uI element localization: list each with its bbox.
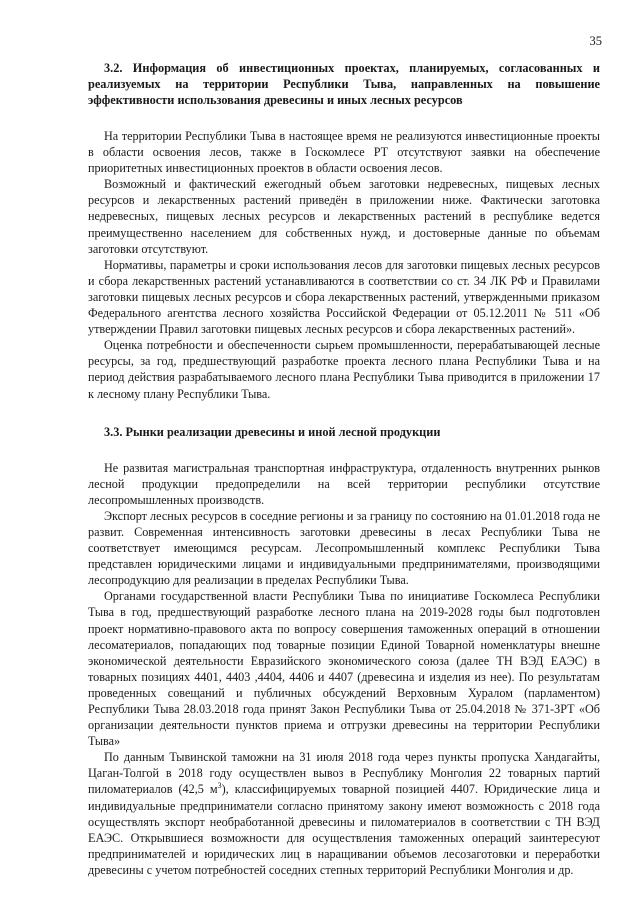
section-3-3-paragraph-4 <box>88 749 600 878</box>
page-number: 35 <box>589 34 602 48</box>
section-3-2-heading: 3.2. Информация об инвестиционных проектах, планируемых, согласованных и реализуемых на территории Республики Тыва, направленных на повышение эффективности использования древесины и иных лесных ресурсов <box>88 61 600 107</box>
section-3-2-paragraph-1: На территории Республики Тыва в настоящее время не реализуются инвестиционные проекты в области освоения лесов, также в Госкомлесе РТ отсутствуют заявки на обеспечение приоритетных инвестиционных проектов в области освоения лесов. <box>88 129 600 176</box>
section-3-3-paragraph-3: Органами государственной власти Республики Тыва по инициативе Госкомлеса Республики Тыва в год, предшествующий разработке лесного плана на 2019-2028 годы был подготовлен проект нормативно-правового акта по вопросу совершения таможенных операций в отношении лесоматериалов, попадающих под товарные позиции Единой Товарной номенклатуры внешне экономической деятельности Евразийского экономического союза (далее ТН ВЭД ЕАЭС) в товарных позициях 4401, 4403 ,4404, 4406 и 4407 (древесина и изделия из нее). По результатам проведенных совещаний и публичных обсуждений Верховным Хуралом (парламентом) Республики Тыва 28.03.2018 года принят Закон Республики Тыва от 25.04.2018 № 371-ЗРТ «Об организации деятельности пунктов приема и отгрузки древесины на территории Республики Тыва» <box>88 589 600 749</box>
section-3-2-paragraph-2: Возможный и фактический ежегодный объем заготовки недревесных, пищевых лесных ресурсов и лекарственных растений приведён в приложении ниже. Фактически заготовка недревесных, пищевых лесных ресурсов и лекарственных растений в республике ведется преимущественно населением для собственных нужд, и достоверные данные по объемам заготовки отсутствуют. <box>88 177 600 256</box>
section-3-2-paragraph-4: Оценка потребности и обеспеченности сырьем промышленности, перерабатывающей лесные ресурсы, за год, предшествующий разработке проекта лесного плана Республики Тыва и на период действия разрабатываемого лесного плана Республики Тыва приводится в приложении 17 к лесному плану Республики Тыва. <box>88 338 600 401</box>
cubic-superscript: 3 <box>217 781 222 791</box>
paragraph-text-after-superscript: ), классифицируемых товарной позицией 4407. Юридические лица и индивидуальные предприниматели согласно принятому закону имеют возможность с 2018 года осуществлять экспорт необработанной древесины и пиломатериалов в соответствии с ТН ВЭД ЕАЭС. Открывшиеся возможности для осуществления таможенных операций заинтересуют предпринимателей и юридических лиц в наращивании объемов лесозаготовки и переработки древесины с учетом потребностей соседних степных территорий Республики Монголия и др. <box>88 782 600 877</box>
section-3-3-paragraph-2: Экспорт лесных ресурсов в соседние регионы и за границу по состоянию на 01.01.2018 года не развит. Современная интенсивность заготовки древесины в лесах Республики Тыва не соответствует имеющимся ресурсам. Лесопромышленный комплекс Республики Тыва представлен юридическими лицами и индивидуальными предпринимателями, производящими лесопродукцию для реализации в пределах Республики Тыва. <box>88 508 600 588</box>
page-content <box>88 60 600 878</box>
section-3-2-paragraph-3: Нормативы, параметры и сроки использования лесов для заготовки пищевых лесных ресурсов и сбора лекарственных растений устанавливаются в соответствии со ст. 34 ЛК РФ и Правилами заготовки пищевых лесных ресурсов и сбора лекарственных растений, утвержденными приказом Федерального агентства лесного хозяйства Российской Федерации от 05.12.2011 № 511 «Об утверждении Правил заготовки пищевых лесных ресурсов и сбора лекарственных растений». <box>88 257 600 337</box>
paragraph-text-before-superscript: По данным Тывинской таможни на 31 июля 2018 года через пункты пропуска Хандагайты, Цаган-Толгой в 2018 году осуществлен вывоз в Республику Монголия 22 товарных партий пиломатериалов (42,5 м <box>88 750 600 797</box>
section-3-3-paragraph-1: Не развитая магистральная транспортная инфраструктура, отдаленность внутренних рынков лесной продукции предопределили на всей территории республики отсутствие лесопромышленных производств. <box>88 460 600 507</box>
section-3-3-heading: 3.3. Рынки реализации древесины и иной лесной продукции <box>104 424 441 439</box>
